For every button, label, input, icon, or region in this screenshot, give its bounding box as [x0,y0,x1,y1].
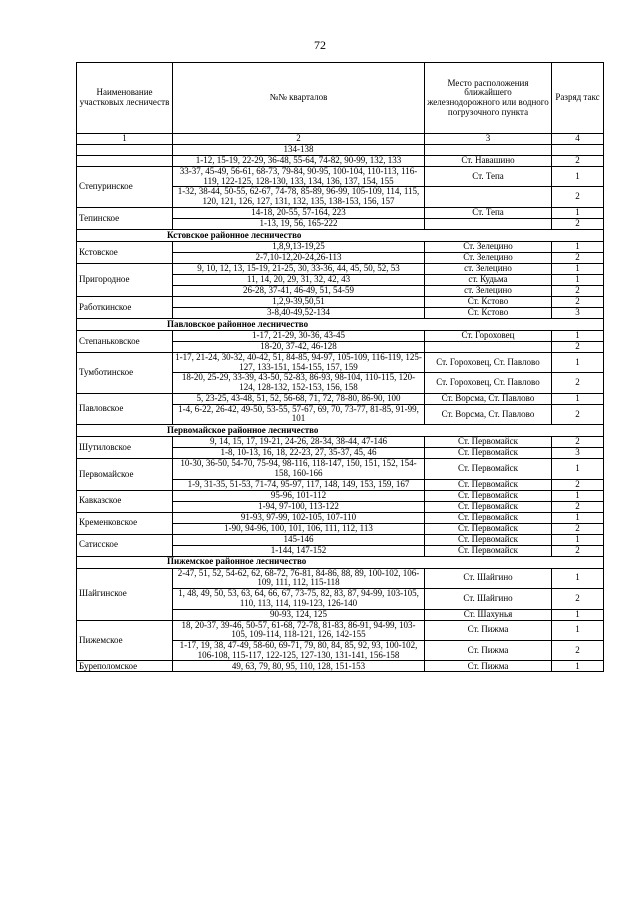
forestry-name-cell: Пригородное [77,263,173,296]
tax-rank-cell: 2 [552,589,604,609]
tax-rank-cell: 2 [552,285,604,296]
loading-point-cell: Ст. Первомайск [425,534,552,545]
tax-rank-cell: 3 [552,307,604,318]
forestry-name-cell: Пижемское [77,620,173,661]
header-forestry-name: Наименование участковых лесничеств [77,63,173,134]
section-title: Пижемское районное лесничество [77,556,604,568]
forestry-name-cell: Кавказское [77,490,173,512]
tax-rank-cell: 2 [552,373,604,393]
tax-rank-cell: 2 [552,156,604,167]
quarters-cell: 11, 14, 20, 29, 31, 32, 42, 43 [173,274,425,285]
tax-rank-cell: 2 [552,523,604,534]
tax-rank-cell: 1 [552,568,604,588]
tax-rank-cell: 2 [552,404,604,424]
forestry-name-cell: Степуринское [77,167,173,208]
tax-rank-cell: 2 [552,545,604,556]
tax-rank-cell: 1 [552,459,604,479]
loading-point-cell: ст. Кудьма [425,274,552,285]
loading-point-cell: Ст. Первомайск [425,448,552,459]
table-row [77,156,604,167]
header-loading-point: Место расположения ближайшего железнодорожного или водного погрузочного пункта [425,63,552,134]
loading-point-cell: Ст. Первомайск [425,523,552,534]
quarters-cell: 1-17, 21-24, 30-32, 40-42, 51, 84-85, 94-97, 105-109, 116-119, 125-127, 133-151, 154-155, 157, 159 [173,352,425,372]
tax-rank-cell: 1 [552,512,604,523]
quarters-cell: 9, 14, 15, 17, 19-21, 24-26, 28-34, 38-44, 47-146 [173,437,425,448]
tax-rank-cell: 2 [552,187,604,207]
header-tax-rank: Разряд такс [552,63,604,134]
tax-rank-cell: 1 [552,490,604,501]
loading-point-cell: Ст. Гороховец, Ст. Павлово [425,373,552,393]
tax-rank-cell: 1 [552,620,604,640]
quarters-cell: 9, 10, 12, 13, 15-19, 21-25, 30, 33-36, 44, 45, 50, 52, 53 [173,263,425,274]
forestry-name-cell: Павловское [77,393,173,424]
section-title: Кстовское районное лесничество [77,229,604,241]
tax-rank-cell: 2 [552,437,604,448]
quarters-cell: 1-12, 15-19, 22-29, 36-48, 55-64, 74-82, 90-99, 132, 133 [173,156,425,167]
quarters-cell: 49, 63, 79, 80, 95, 110, 128, 151-153 [173,661,425,672]
loading-point-cell: Ст. Тепа [425,167,552,187]
table-row [77,393,604,404]
tax-rank-cell: 1 [552,263,604,274]
tax-rank-cell: 1 [552,661,604,672]
section-heading-row [77,229,604,241]
page-number: 72 [314,38,326,52]
loading-point-cell: Ст. Кстово [425,307,552,318]
quarters-cell: 26-28, 37-41, 46-49, 51, 54-59 [173,285,425,296]
loading-point-cell: Ст. Кстово [425,296,552,307]
loading-point-cell: Ст. Гороховец, Ст. Павлово [425,352,552,372]
tax-rank-cell: 2 [552,501,604,512]
tax-rank-cell: 1 [552,393,604,404]
quarters-cell: 1-32, 38-44, 50-55, 62-67, 74-78, 85-89, 96-99, 105-109, 114, 115, 120, 121, 126, 127, 131, 132, 135, 138-153, 156, 157 [173,187,425,207]
loading-point-cell: Ст. Ворсма, Ст. Павлово [425,393,552,404]
quarters-cell: 1-13, 19, 56, 165-222 [173,218,425,229]
loading-point-cell: Ст. Первомайск [425,545,552,556]
forestry-name-cell: Тепинское [77,207,173,229]
table-row [77,568,604,588]
table-row [77,167,604,187]
loading-point-cell: ст. Зелецино [425,263,552,274]
loading-point-cell: Ст. Гороховец [425,330,552,341]
forestry-name-cell [77,156,173,167]
loading-point-cell [425,187,552,207]
quarters-cell: 1,2,9-39,50,51 [173,296,425,307]
quarters-cell: 1-94, 97-100, 113-122 [173,501,425,512]
quarters-cell: 2-47, 51, 52, 54-62, 62, 68-72, 76-81, 84-86, 88, 89, 100-102, 106-109, 111, 112, 115-118 [173,568,425,588]
quarters-cell: 1-8, 10-13, 16, 18, 22-23, 27, 35-37, 45, 46 [173,448,425,459]
loading-point-cell: Ст. Зелецино [425,252,552,263]
table-header-row [77,63,604,134]
quarters-cell: 18-20, 37-42, 46-128 [173,341,425,352]
forestry-name-cell: Работкинское [77,296,173,318]
column-number: 4 [552,134,604,145]
tax-rank-cell: 2 [552,218,604,229]
tax-rank-cell: 1 [552,241,604,252]
loading-point-cell: Ст. Первомайск [425,437,552,448]
quarters-cell: 134-138 [173,145,425,156]
quarters-cell: 1-144, 147-152 [173,545,425,556]
quarters-cell: 1,8,9,13-19,25 [173,241,425,252]
quarters-cell: 18-20, 25-29, 33-39, 43-50, 52-83, 86-93, 98-104, 110-115, 120-124, 128-132, 152-153, 156, 158 [173,373,425,393]
forestry-name-cell: Сатисское [77,534,173,556]
quarters-cell: 2-7,10-12,20-24,26-113 [173,252,425,263]
loading-point-cell: Ст. Навашино [425,156,552,167]
loading-point-cell: Ст. Пижма [425,620,552,640]
tax-rank-cell: 1 [552,274,604,285]
section-heading-row [77,556,604,568]
quarters-cell: 1-4, 6-22, 26-42, 49-50, 53-55, 57-67, 69, 70, 73-77, 81-85, 91-99, 101 [173,404,425,424]
tax-rank-cell: 1 [552,167,604,187]
loading-point-cell: Ст. Первомайск [425,490,552,501]
loading-point-cell: Ст. Первомайск [425,459,552,479]
quarters-cell: 3-8,40-49,52-134 [173,307,425,318]
loading-point-cell: Ст. Ворсма, Ст. Павлово [425,404,552,424]
loading-point-cell: Ст. Первомайск [425,501,552,512]
column-number-row [77,134,604,145]
quarters-cell: 145-146 [173,534,425,545]
loading-point-cell: Ст. Первомайск [425,479,552,490]
forestry-name-cell: Тумботинское [77,352,173,393]
quarters-cell: 1-9, 31-35, 51-53, 71-74, 95-97, 117, 148, 149, 153, 159, 167 [173,479,425,490]
table-row [77,661,604,672]
tax-rank-cell: 1 [552,609,604,620]
forestry-name-cell: Шутиловское [77,437,173,459]
table-row [77,330,604,341]
column-number: 1 [77,134,173,145]
tax-rank-cell: 2 [552,252,604,263]
tax-rank-cell: 1 [552,534,604,545]
loading-point-cell: ст. Зелецино [425,285,552,296]
table-row [77,512,604,523]
table-row [77,207,604,218]
forestry-name-cell: Буреполомское [77,661,173,672]
table-row [77,263,604,274]
section-heading-row [77,425,604,437]
quarters-cell: 95-96, 101-112 [173,490,425,501]
table-row [77,534,604,545]
section-title: Павловское районное лесничество [77,318,604,330]
table-row [77,296,604,307]
quarters-cell: 1-17, 21-29, 30-36, 43-45 [173,330,425,341]
quarters-cell: 1, 48, 49, 50, 53, 63, 64, 66, 67, 73-75, 82, 83, 87, 94-99, 103-105, 110, 113, 114, 119-123, 126-140 [173,589,425,609]
section-title: Первомайское районное лесничество [77,425,604,437]
column-number: 3 [425,134,552,145]
loading-point-cell: Ст. Шайгино [425,589,552,609]
section-heading-row [77,318,604,330]
table-row [77,490,604,501]
loading-point-cell: Ст. Зелецино [425,241,552,252]
header-quarters: №№ кварталов [173,63,425,134]
forestry-name-cell: Степаньковское [77,330,173,352]
quarters-cell: 10-30, 36-50, 54-70, 75-94, 98-116, 118-147, 150, 151, 152, 154-158, 160-166 [173,459,425,479]
tax-rank-cell: 3 [552,448,604,459]
tax-rank-cell [552,145,604,156]
loading-point-cell [425,145,552,156]
tax-rank-cell: 2 [552,479,604,490]
tax-rank-cell: 2 [552,640,604,660]
quarters-cell: 14-18, 20-55, 57-164, 223 [173,207,425,218]
quarters-cell: 5, 23-25, 43-48, 51, 52, 56-68, 71, 72, 78-80, 86-90, 100 [173,393,425,404]
table-row [77,437,604,448]
loading-point-cell: Ст. Пижма [425,640,552,660]
table-row [77,352,604,372]
forestry-name-cell: Кременковское [77,512,173,534]
loading-point-cell: Ст. Пижма [425,661,552,672]
loading-point-cell: Ст. Первомайск [425,512,552,523]
tax-rank-cell: 1 [552,330,604,341]
forestry-name-cell: Шайгинское [77,568,173,620]
loading-point-cell [425,218,552,229]
table-row [77,620,604,640]
quarters-cell: 18, 20-37, 39-46, 50-57, 61-68, 72-78, 81-83, 86-91, 94-99, 103-105, 109-114, 118-121, 126, 142-155 [173,620,425,640]
quarters-cell: 90-93, 124, 125 [173,609,425,620]
quarters-cell: 33-37, 45-49, 56-61, 68-73, 79-84, 90-95, 100-104, 110-113, 116-119, 122-125, 128-130, 133, 134, 136, 137, 154, 155 [173,167,425,187]
quarters-cell: 1-17, 19, 38, 47-49, 58-60, 69-71, 79, 80, 84, 85, 92, 93, 100-102, 106-108, 115-117, 122-125, 127-130, 131-141, 156-158 [173,640,425,660]
loading-point-cell: Ст. Шахунья [425,609,552,620]
loading-point-cell: Ст. Шайгино [425,568,552,588]
tax-rank-cell: 2 [552,341,604,352]
quarters-cell: 91-93, 97-99, 102-105, 107-110 [173,512,425,523]
loading-point-cell [425,341,552,352]
forestry-name-cell [77,145,173,156]
tax-rank-cell: 1 [552,352,604,372]
forest-quarters-table [76,62,604,672]
loading-point-cell: Ст. Тепа [425,207,552,218]
table-row [77,459,604,479]
tax-rank-cell: 2 [552,296,604,307]
quarters-cell: 1-90, 94-96, 100, 101, 106, 111, 112, 113 [173,523,425,534]
table-row [77,145,604,156]
forestry-name-cell: Кстовское [77,241,173,263]
forestry-name-cell: Первомайское [77,459,173,490]
column-number: 2 [173,134,425,145]
table-row [77,241,604,252]
tax-rank-cell: 1 [552,207,604,218]
